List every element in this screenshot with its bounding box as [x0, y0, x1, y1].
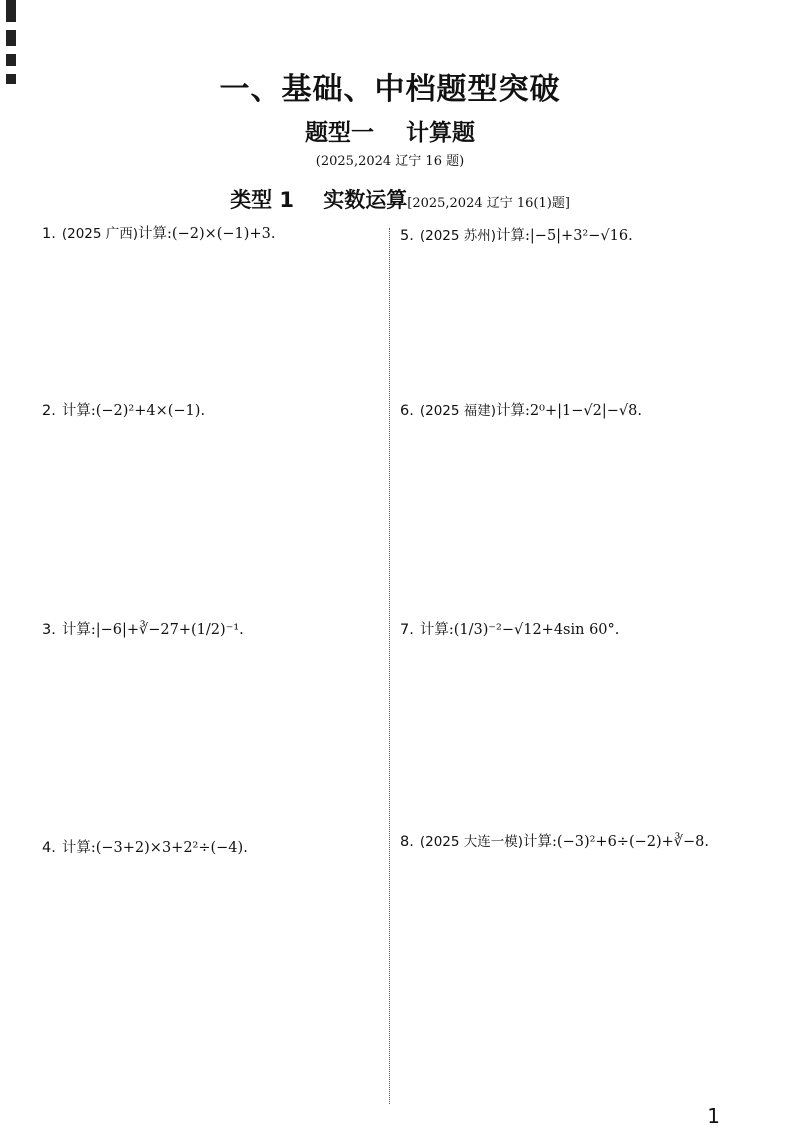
question-text: 计算:(−3+2)×3+2²÷(−4).	[61, 840, 248, 856]
question-1	[42, 224, 275, 244]
question-source: (2025 大连一模)	[419, 834, 524, 850]
question-source: (2025 苏州)	[419, 228, 497, 244]
question-number: 4.	[42, 840, 56, 856]
question-text: 计算:(−3)²+6÷(−2)+∛−8.	[523, 834, 710, 850]
sub-title: 题型一 计算题	[304, 120, 476, 146]
question-5	[400, 226, 633, 246]
question-text: 计算:2⁰+|1−√2|−√8.	[496, 403, 642, 419]
question-number: 7.	[400, 622, 414, 638]
question-source: (2025 福建)	[419, 403, 497, 419]
section-title: 类型 1 实数运算	[230, 188, 408, 212]
question-number: 8.	[400, 834, 414, 850]
question-text: 计算:(−2)×(−1)+3.	[138, 226, 276, 242]
main-title: 一、基础、中档题型突破	[219, 72, 561, 107]
question-text: 计算:(1/3)⁻²−√12+4sin 60°.	[419, 622, 620, 638]
question-number: 5.	[400, 228, 414, 244]
question-number: 3.	[42, 622, 56, 638]
question-4	[42, 838, 248, 858]
question-text: 计算:(−2)²+4×(−1).	[61, 403, 206, 419]
column-divider	[389, 228, 390, 1104]
section-heading	[0, 184, 800, 214]
question-8	[400, 828, 735, 856]
question-7	[400, 620, 619, 640]
section-source: [2025,2024 辽宁 16(1)题]	[407, 196, 570, 211]
question-number: 2.	[42, 403, 56, 419]
question-6	[400, 401, 642, 421]
page-number: 1	[707, 1104, 720, 1128]
question-3	[42, 620, 244, 640]
question-2	[42, 401, 205, 421]
question-number: 6.	[400, 403, 414, 419]
question-number: 1.	[42, 226, 56, 242]
source-note: (2025,2024 辽宁 16 题)	[315, 154, 465, 169]
question-source: (2025 广西)	[61, 226, 139, 242]
question-text: 计算:|−6|+∛−27+(1/2)⁻¹.	[61, 622, 244, 638]
question-text: 计算:|−5|+3²−√16.	[496, 228, 633, 244]
